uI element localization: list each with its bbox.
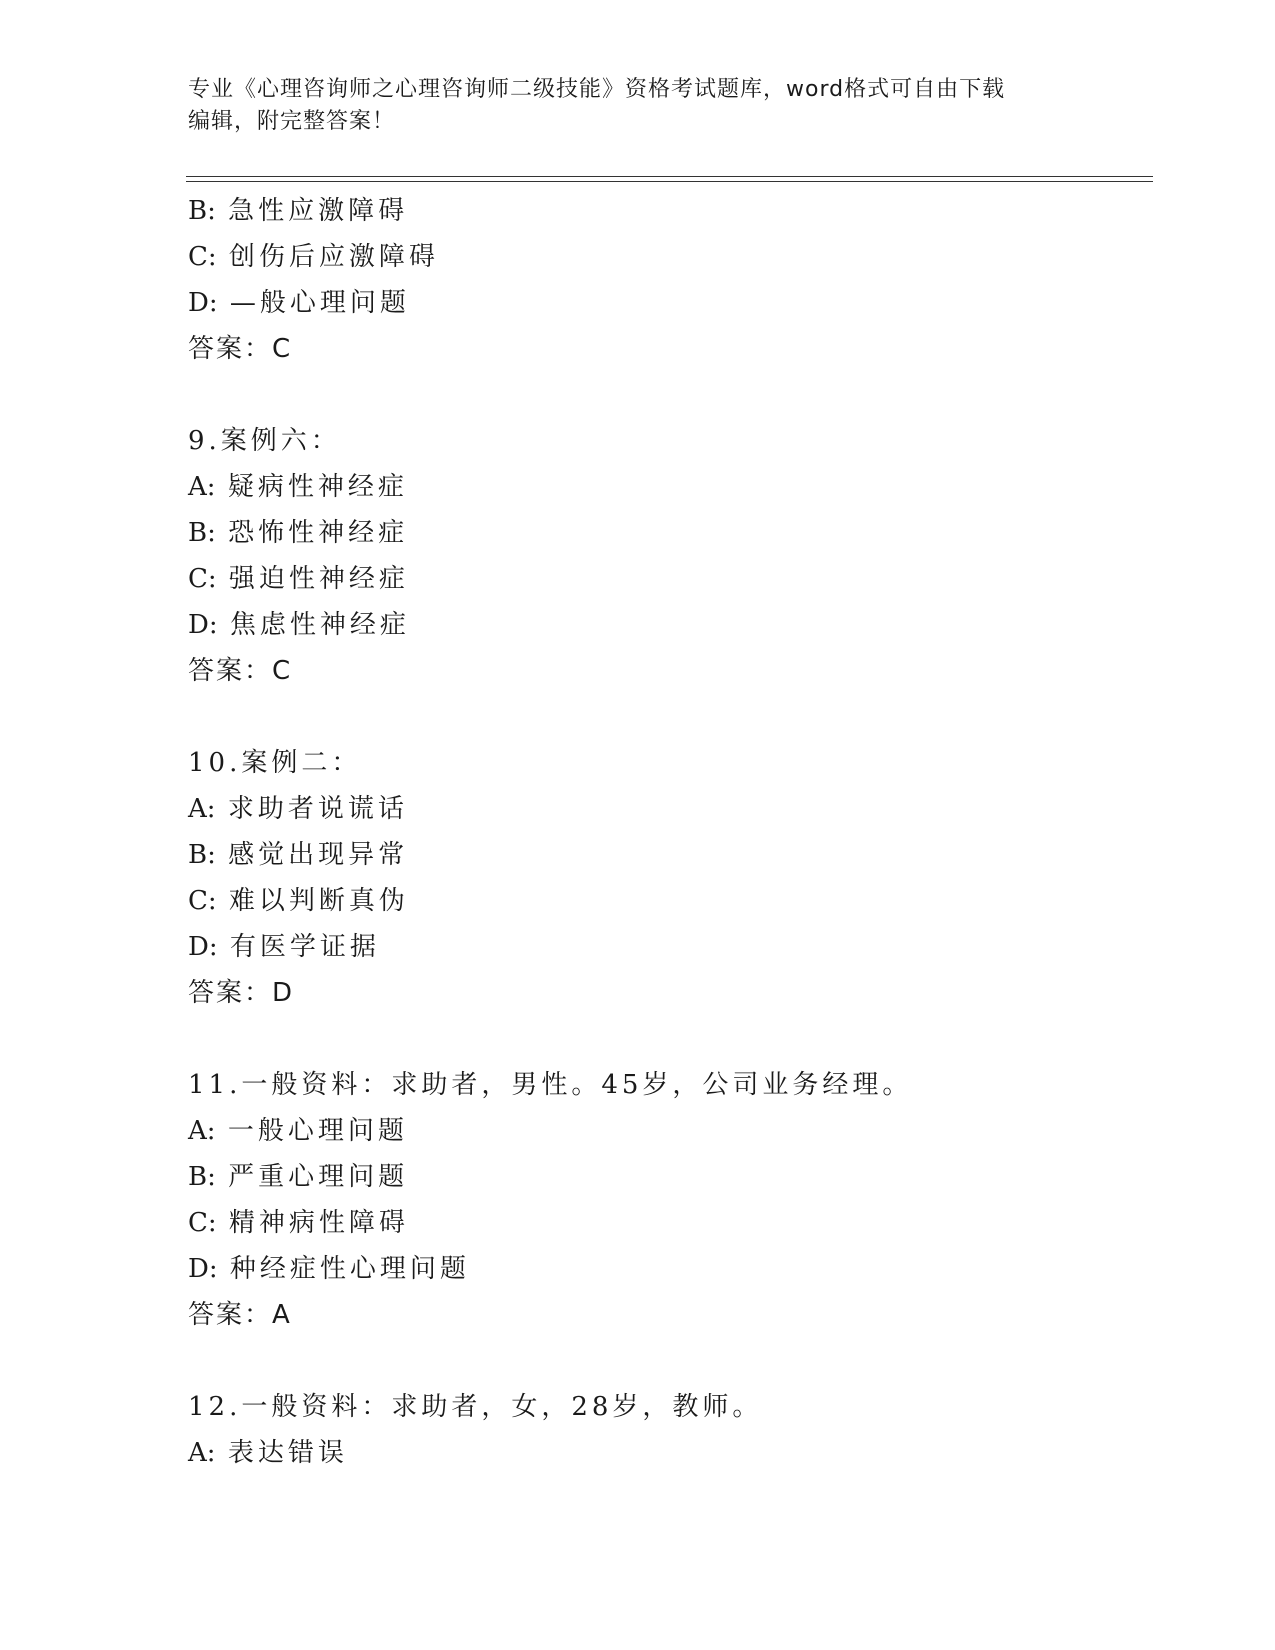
- question-10: [188, 740, 1148, 1016]
- header-line-2: 编辑，附完整答案！: [188, 109, 396, 134]
- question-11: [188, 1062, 1148, 1338]
- option-b: B: 感觉出现异常: [188, 840, 409, 870]
- option-b: B: 严重心理问题: [188, 1162, 409, 1192]
- answer-label: 答案：C: [188, 334, 293, 364]
- option-d: D: —般心理问题: [188, 288, 410, 318]
- option-c: C: 强迫性神经症: [188, 564, 409, 594]
- option-d: D: 有医学证据: [188, 932, 380, 962]
- header-rule-bottom: [186, 181, 1153, 182]
- document-header: [188, 74, 1088, 138]
- option-b: B: 恐怖性神经症: [188, 518, 409, 548]
- option-d: D: 焦虑性神经症: [188, 610, 410, 640]
- option-a: A: 求助者说谎话: [188, 794, 408, 824]
- question-9: [188, 418, 1148, 694]
- question-title: 12.一般资料：求助者，女，28岁，教师。: [188, 1392, 763, 1422]
- option-a: A: 一般心理问题: [188, 1116, 408, 1146]
- option-b: B: 急性应激障碍: [188, 196, 409, 226]
- option-c: C: 创伤后应激障碍: [188, 242, 439, 272]
- question-12: [188, 1384, 1148, 1476]
- option-d: D: 种经症性心理问题: [188, 1254, 470, 1284]
- question-list: [188, 188, 1148, 1476]
- answer-label: 答案：A: [188, 1300, 292, 1330]
- header-rule-top: [186, 176, 1153, 177]
- question-title: 9.案例六：: [188, 426, 341, 456]
- option-c: C: 难以判断真伪: [188, 886, 409, 916]
- answer-label: 答案：C: [188, 656, 293, 686]
- option-a: A: 疑病性神经症: [188, 472, 408, 502]
- question-title: 10.案例二：: [188, 748, 362, 778]
- header-line-1: 专业《心理咨询师之心理咨询师二级技能》资格考试题库，word格式可自由下载: [188, 77, 1006, 102]
- question-fragment: [188, 188, 1148, 372]
- question-title: 11.一般资料：求助者，男性。45岁，公司业务经理。: [188, 1070, 913, 1100]
- option-c: C: 精神病性障碍: [188, 1208, 409, 1238]
- option-a: A: 表达错误: [188, 1438, 348, 1468]
- answer-label: 答案：D: [188, 978, 295, 1008]
